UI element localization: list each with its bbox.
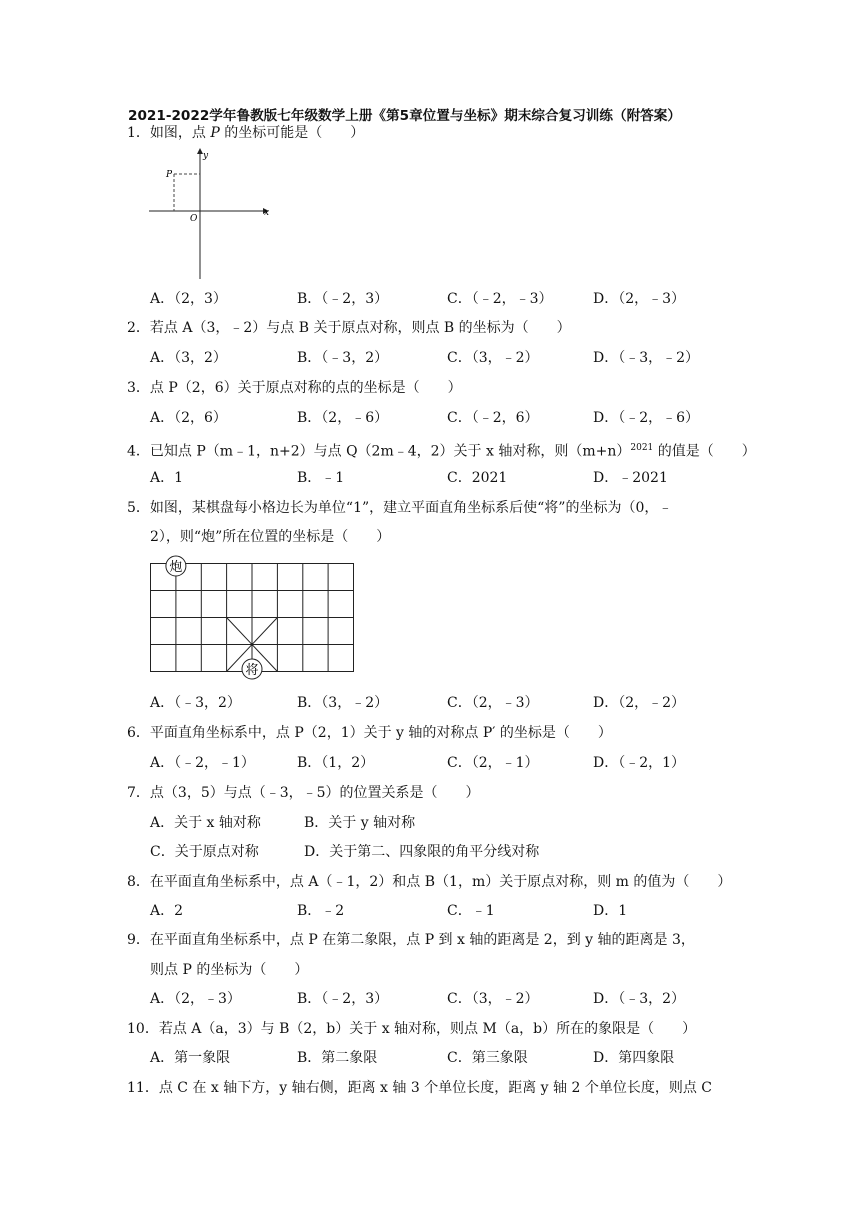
q6-option-c[interactable]: C．（2，﹣1） bbox=[447, 755, 539, 771]
y-axis-label: y bbox=[203, 151, 209, 161]
q3-option-a[interactable]: A．（2，6） bbox=[150, 410, 227, 426]
question-3: 3．点 P（2，6）关于原点对称的点的坐标是（ ） bbox=[127, 380, 462, 396]
q2-option-b[interactable]: B．（﹣3，2） bbox=[297, 350, 389, 366]
point-p-label: P bbox=[166, 170, 173, 180]
piece-pao-label: 炮 bbox=[169, 560, 183, 575]
piece-jiang-label: 将 bbox=[245, 663, 259, 678]
q9-option-d[interactable]: D．（﹣3，2） bbox=[593, 991, 686, 1007]
q4-option-c[interactable]: C．2021 bbox=[447, 470, 508, 486]
q6-option-a[interactable]: A．（﹣2，﹣1） bbox=[150, 755, 255, 771]
q10-option-c[interactable]: C．第三象限 bbox=[447, 1050, 528, 1066]
q3-option-c[interactable]: C．（﹣2，6） bbox=[447, 410, 539, 426]
question-6: 6．平面直角坐标系中，点 P（2，1）关于 y 轴的对称点 P′ 的坐标是（ ） bbox=[127, 725, 612, 741]
q4-option-a[interactable]: A．1 bbox=[150, 470, 184, 486]
q10-option-b[interactable]: B．第二象限 bbox=[297, 1050, 378, 1066]
x-axis-label: x bbox=[264, 208, 270, 218]
q2-option-d[interactable]: D．（﹣3，﹣2） bbox=[593, 350, 700, 366]
chessboard-figure-q5 bbox=[145, 552, 360, 684]
q10-option-d[interactable]: D．第四象限 bbox=[593, 1050, 675, 1066]
question-4: 4．已知点 P（m﹣1，n+2）与点 Q（2m﹣4，2）关于 x 轴对称，则$(m+n)^{2021}$ 的值是（ ） bbox=[127, 443, 756, 460]
q6-option-b[interactable]: B．（1，2） bbox=[297, 755, 375, 771]
q9-option-b[interactable]: B．（﹣2，3） bbox=[297, 991, 389, 1007]
q3-option-d[interactable]: D．（﹣2，﹣6） bbox=[593, 410, 700, 426]
document-title: 2021-2022学年鲁教版七年级数学上册《第5章位置与坐标》期末综合复习训练（附答案） bbox=[128, 108, 681, 124]
question-9-cont: 则点 P 的坐标为（ ） bbox=[150, 962, 309, 978]
q1-option-d[interactable]: D．（2，﹣3） bbox=[593, 291, 686, 307]
q4-option-b[interactable]: B．﹣1 bbox=[297, 470, 345, 486]
q8-option-c[interactable]: C．﹣1 bbox=[447, 903, 495, 919]
coordinate-figure-q1 bbox=[145, 146, 275, 282]
q4-option-d[interactable]: D．﹣2021 bbox=[593, 470, 668, 486]
question-1: 1．如图，点 P 的坐标可能是（ ） bbox=[127, 125, 365, 141]
q7-option-a[interactable]: A．关于 x 轴对称 bbox=[150, 815, 261, 831]
q5-option-d[interactable]: D．（2，﹣2） bbox=[593, 695, 686, 711]
q5-option-a[interactable]: A．（﹣3，2） bbox=[150, 695, 241, 711]
q3-option-b[interactable]: B．（2，﹣6） bbox=[297, 410, 389, 426]
q8-option-b[interactable]: B．﹣2 bbox=[297, 903, 345, 919]
q2-option-c[interactable]: C．（3，﹣2） bbox=[447, 350, 539, 366]
q1-option-c[interactable]: C．（﹣2，﹣3） bbox=[447, 291, 553, 307]
q8-option-a[interactable]: A．2 bbox=[150, 903, 184, 919]
question-10: 10．若点 A（a，3）与 B（2，b）关于 x 轴对称，则点 M（a，b）所在的象限是（ ） bbox=[127, 1021, 697, 1037]
question-7: 7．点（3，5）与点（﹣3，﹣5）的位置关系是（ ） bbox=[127, 785, 480, 801]
question-8: 8．在平面直角坐标系中，点 A（﹣1，2）和点 B（1，m）关于原点对称，则 m 的值为（ ） bbox=[127, 874, 732, 890]
question-9: 9．在平面直角坐标系中，点 P 在第二象限，点 P 到 x 轴的距离是 2，到 y 轴的距离是 3， bbox=[127, 932, 695, 948]
q7-option-c[interactable]: C．关于原点对称 bbox=[150, 844, 259, 860]
question-5: 5．如图，某棋盘每小格边长为单位“1”，建立平面直角坐标系后使“将”的坐标为（0，﹣ bbox=[127, 500, 673, 516]
origin-label: O bbox=[190, 214, 198, 224]
q9-option-a[interactable]: A．（2，﹣3） bbox=[150, 991, 241, 1007]
q1-option-a[interactable]: A．（2，3） bbox=[150, 291, 227, 307]
q10-option-a[interactable]: A．第一象限 bbox=[150, 1050, 231, 1066]
question-5-cont: 2），则“炮”所在位置的坐标是（ ） bbox=[150, 529, 391, 545]
q2-option-a[interactable]: A．（3，2） bbox=[150, 350, 227, 366]
q6-option-d[interactable]: D．（﹣2，1） bbox=[593, 755, 686, 771]
q1-option-b[interactable]: B．（﹣2，3） bbox=[297, 291, 389, 307]
q9-option-c[interactable]: C．（3，﹣2） bbox=[447, 991, 539, 1007]
question-11: 11．点 C 在 x 轴下方，y 轴右侧，距离 x 轴 3 个单位长度，距离 y 轴 2 个单位长度，则点 C bbox=[127, 1080, 712, 1096]
q7-option-b[interactable]: B．关于 y 轴对称 bbox=[304, 815, 416, 831]
q5-option-c[interactable]: C．（2，﹣3） bbox=[447, 695, 539, 711]
question-2: 2．若点 A（3，﹣2）与点 B 关于原点对称，则点 B 的坐标为（ ） bbox=[127, 320, 571, 336]
q8-option-d[interactable]: D．1 bbox=[593, 903, 628, 919]
q5-option-b[interactable]: B．（3，﹣2） bbox=[297, 695, 389, 711]
q7-option-d[interactable]: D．关于第二、四象限的角平分线对称 bbox=[304, 844, 540, 860]
